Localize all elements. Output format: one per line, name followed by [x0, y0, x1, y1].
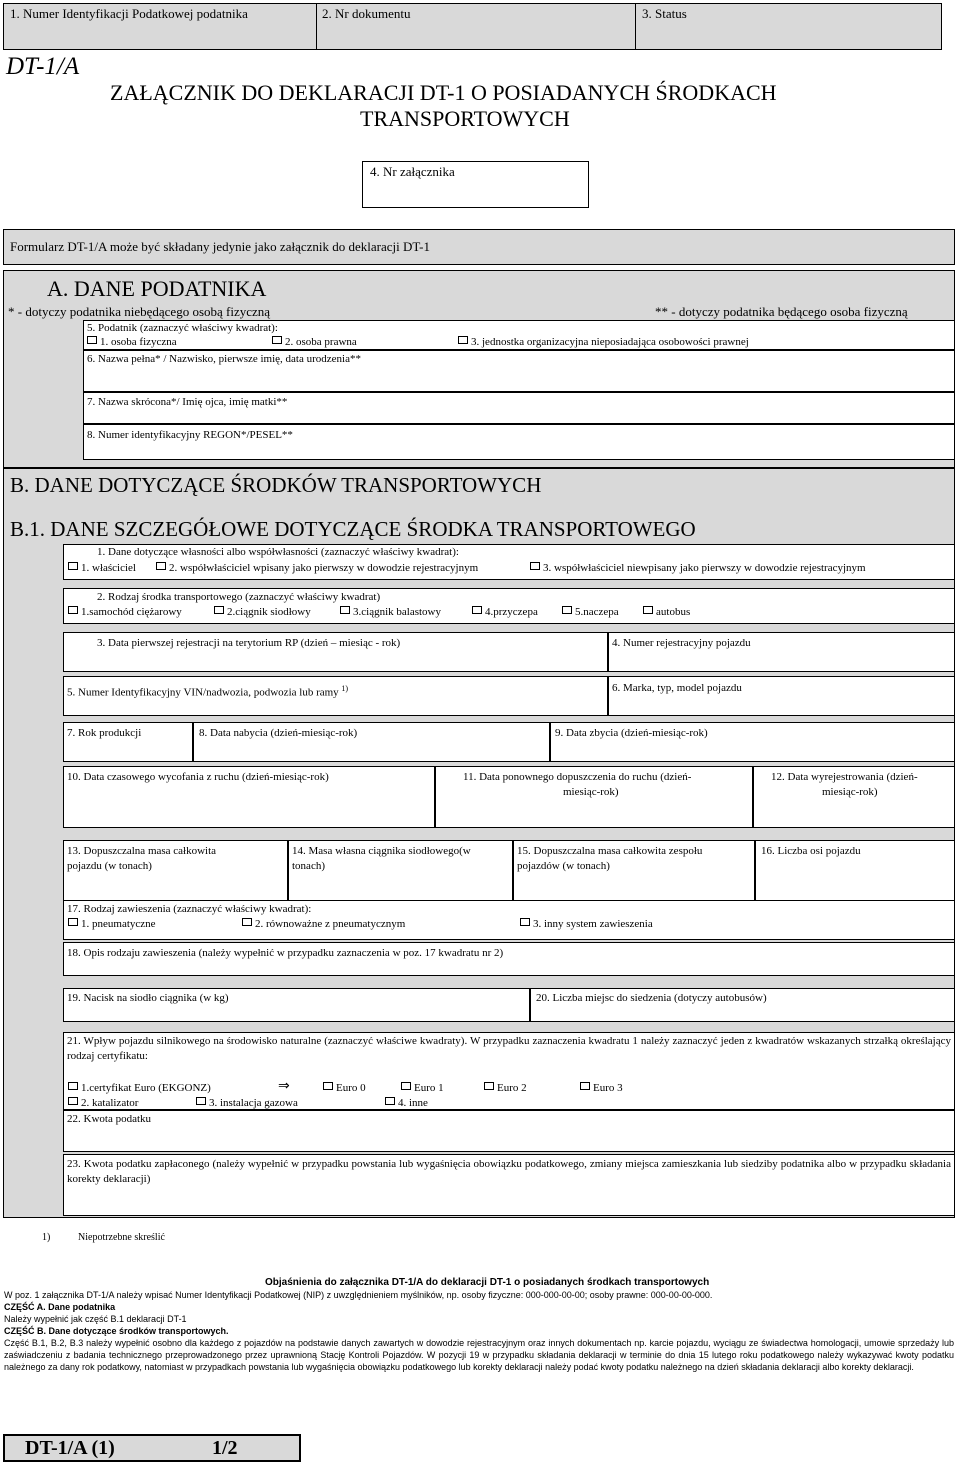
footer-form-id: DT-1/A (1) [25, 1437, 115, 1459]
checkbox-icon[interactable] [196, 1097, 206, 1105]
section-b1-title: B.1. DANE SZCZEGÓŁOWE DOTYCZĄCE ŚRODKA TRANSPORTOWEGO [10, 517, 696, 541]
divider [635, 3, 636, 50]
vehicle-opt-truck[interactable]: 1.samochód ciężarowy [68, 605, 182, 620]
section-a-note-left: * - dotyczy podatnika niebędącego osobą fizyczną [8, 304, 271, 319]
footnote-text: Niepotrzebne skreślić [78, 1232, 165, 1243]
checkbox-icon[interactable] [68, 1097, 78, 1105]
vehicle-opt-ballast-tractor[interactable]: 3.ciągnik balastowy [340, 605, 441, 620]
checkbox-icon[interactable] [323, 1082, 333, 1090]
ownership-opt-co-owner-other[interactable]: 3. współwłaściciel niewpisany jako pierwszy w dowodzie rejestracyjnym [530, 561, 866, 576]
environment-impact-label: 21. Wpływ pojazdu silnikowego na środowisko naturalne (zaznaczyć właściwe kwadraty). W przypadku zaznaczenia kwadratu 1 należy zaznaczyć jeden z kwadratów wskazanych strzałką określający rodzaj certyfikatu: [67, 1035, 951, 1062]
vehicle-opt-semitrailer[interactable]: 5.naczepa [562, 605, 619, 620]
taxpayer-opt-natural[interactable]: 1. osoba fizyczna [87, 335, 177, 350]
checkbox-icon[interactable] [242, 918, 252, 926]
checkbox-icon[interactable] [472, 606, 482, 614]
section-a-note-right: ** - dotyczy podatnika będącego osoba fizyczną [655, 304, 908, 319]
full-name-label: 6. Nazwa pełna* / Nazwisko, pierwsze imię, data urodzenia** [87, 353, 361, 365]
checkbox-icon[interactable] [458, 336, 468, 344]
production-year-label: 7. Rok produkcji [67, 727, 142, 739]
deregistration-date-label-a: 12. Data wyrejestrowania (dzień- [771, 771, 918, 783]
status-field-label: 3. Status [642, 6, 687, 21]
checkbox-icon[interactable] [484, 1082, 494, 1090]
doc-number-field-label: 2. Nr dokumentu [322, 6, 411, 21]
deregistration-date-label-b: miesiąc-rok) [822, 786, 878, 798]
kingpin-load-label: 19. Nacisk na siodło ciągnika (w kg) [67, 992, 229, 1004]
explanations-part-a-heading: CZĘŚĆ A. Dane podatnika [4, 1302, 116, 1312]
suspension-description-label: 18. Opis rodzaju zawieszenia (należy wypełnić w przypadku zaznaczenia w poz. 17 kwadratu nr 2) [67, 947, 504, 959]
ownership-opt-owner[interactable]: 1. właściciel [68, 561, 136, 576]
ownership-label: 1. Dane dotyczące własności albo współwłasności (zaznaczyć właściwy kwadrat): [97, 546, 459, 558]
combination-gvw-label-a: 15. Dopuszczalna masa całkowita zespołu [517, 845, 703, 857]
checkbox-icon[interactable] [385, 1097, 395, 1105]
env-opt-euro-cert[interactable]: 1.certyfikat Euro (EKGONZ) [68, 1081, 211, 1096]
form-note: Formularz DT-1/A może być składany jedynie jako załącznik do deklaracji DT-1 [10, 239, 430, 254]
regon-pesel-label: 8. Numer identyfikacyjny REGON*/PESEL** [87, 429, 293, 441]
readmission-date-label-b: miesiąc-rok) [563, 786, 619, 798]
checkbox-icon[interactable] [68, 562, 78, 570]
section-a-title: A. DANE PODATNIKA [47, 276, 267, 301]
checkbox-icon[interactable] [562, 606, 572, 614]
attachment-number-label: 4. Nr załącznika [370, 164, 455, 179]
footnote-number: 1) [42, 1232, 51, 1243]
checkbox-icon[interactable] [530, 562, 540, 570]
explanations-part-b-heading: CZĘŚĆ B. Dane dotyczące środków transportowych. [4, 1326, 229, 1336]
short-name-label: 7. Nazwa skrócona*/ Imię ojca, imię matki** [87, 396, 288, 408]
checkbox-icon[interactable] [580, 1082, 590, 1090]
readmission-date-label-a: 11. Data ponownego dopuszczenia do ruchu (dzień- [463, 771, 692, 783]
suspension-type-label: 17. Rodzaj zawieszenia (zaznaczyć właściwy kwadrat): [67, 903, 312, 915]
form-title-line1: ZAŁĄCZNIK DO DEKLARACJI DT-1 O POSIADANYCH ŚRODKACH [110, 80, 777, 105]
checkbox-icon[interactable] [68, 606, 78, 614]
env-opt-catalyst[interactable]: 2. katalizator [68, 1096, 138, 1111]
taxpayer-opt-org-unit[interactable]: 3. jednostka organizacyjna nieposiadająca osobowości prawnej [458, 335, 749, 350]
checkbox-icon[interactable] [401, 1082, 411, 1090]
form-title-line2: TRANSPORTOWYCH [360, 106, 570, 131]
tax-paid-label: 23. Kwota podatku zapłaconego (należy wypełnić w przypadku powstania lub wygaśnięcia obowiązku podatkowego, zmiany miejsca zamieszkania lub siedziby podatnika albo w przypadku składania korekty deklaracji) [67, 1158, 951, 1185]
env-opt-euro2[interactable]: Euro 2 [484, 1081, 527, 1096]
gvw-label-a: 13. Dopuszczalna masa całkowita [67, 845, 217, 857]
explanations-p3: Część B.1, B.2, B.3 należy wypełnić osobno dla każdego z pojazdów na podstawie danych zawartych w dowodzie rejestracyjnym oraz innych dokumentach np. karcie pojazdu, wyciągu ze świadectwa homologacji, umowie sprzedaży lub zaświadczeniu z badania technicznego przeprowadzonego przez uprawnioną Stację Kontroli Pojazdów. W pozycji 19 w przypadku składania deklaracji w terminie do dnia 15 lutego roku podatkowego należy wykazywać kwoty podatku należnego za dany rok podatkowy, natomiast w przypadkach powstania lub wygaśnięcia obowiązku podatkowego lub korekty deklaracji należy podać kwoty podatku należnego na dzień składania deklaracji albo korekty deklaracji. [4, 1338, 954, 1372]
suspension-opt-equivalent[interactable]: 2. równoważne z pneumatycznym [242, 917, 405, 932]
vehicle-opt-bus[interactable]: autobus [643, 605, 690, 620]
checkbox-icon[interactable] [87, 336, 97, 344]
seat-count-label: 20. Liczba miejsc do siedzenia (dotyczy autobusów) [536, 992, 767, 1004]
checkbox-icon[interactable] [68, 918, 78, 926]
axle-count-label: 16. Liczba osi pojazdu [761, 845, 861, 857]
env-opt-other[interactable]: 4. inne [385, 1096, 428, 1111]
vehicle-type-label: 2. Rodzaj środka transportowego (zaznaczyć właściwy kwadrat) [97, 591, 381, 603]
explanations-p2: Należy wypełnić jak część B.1 deklaracji DT-1 [4, 1314, 187, 1324]
vin-label: 5. Numer Identyfikacyjny VIN/nadwozia, podwozia lub ramy $^{1)}$ [67, 684, 349, 699]
taxpayer-type-label: 5. Podatnik (zaznaczyć właściwy kwadrat): [87, 322, 278, 334]
section-b-title: B. DANE DOTYCZĄCE ŚRODKÓW TRANSPORTOWYCH [10, 473, 542, 497]
env-opt-euro3[interactable]: Euro 3 [580, 1081, 623, 1096]
tractor-curb-weight-label-a: 14. Masa własna ciągnika siodłowego(w [292, 845, 471, 857]
checkbox-icon[interactable] [643, 606, 653, 614]
suspension-opt-pneumatic[interactable]: 1. pneumatyczne [68, 917, 156, 932]
checkbox-icon[interactable] [68, 1082, 78, 1090]
tax-amount-field[interactable] [63, 1110, 955, 1152]
acquisition-date-label: 8. Data nabycia (dzień-miesiąc-rok) [199, 727, 358, 739]
ownership-opt-co-owner-first[interactable]: 2. współwłaściciel wpisany jako pierwszy w dowodzie rejestracyjnym [156, 561, 478, 576]
divider [316, 3, 317, 50]
form-id: DT-1/A [6, 53, 80, 80]
vehicle-opt-tractor[interactable]: 2.ciągnik siodłowy [214, 605, 311, 620]
nip-field-label: 1. Numer Identyfikacji Podatkowej podatnika [10, 6, 248, 21]
suspension-opt-other[interactable]: 3. inny system zawieszenia [520, 917, 653, 932]
tax-amount-label: 22. Kwota podatku [67, 1113, 152, 1125]
env-opt-euro1[interactable]: Euro 1 [401, 1081, 444, 1096]
checkbox-icon[interactable] [340, 606, 350, 614]
env-opt-gas[interactable]: 3. instalacja gazowa [196, 1096, 298, 1111]
checkbox-icon[interactable] [214, 606, 224, 614]
env-opt-euro0[interactable]: Euro 0 [323, 1081, 366, 1096]
checkbox-icon[interactable] [272, 336, 282, 344]
tractor-curb-weight-label-b: tonach) [292, 860, 325, 872]
temp-withdrawal-date-label: 10. Data czasowego wycofania z ruchu (dzień-miesiąc-rok) [67, 771, 329, 783]
sale-date-label: 9. Data zbycia (dzień-miesiąc-rok) [555, 727, 708, 739]
explanations-title: Objaśnienia do załącznika DT-1/A do deklaracji DT-1 o posiadanych środkach transportowych [265, 1277, 710, 1288]
vehicle-opt-trailer[interactable]: 4.przyczepa [472, 605, 538, 620]
explanations-p1: W poz. 1 załącznika DT-1/A należy wpisać Numer Identyfikacji Podatkowej (NIP) z uwzględnieniem myślników, np. osoby fizyczne: 000-000-00-00; osoby prawne: 000-00-00-000. [4, 1290, 713, 1300]
registration-number-label: 4. Numer rejestracyjny pojazdu [612, 637, 751, 649]
taxpayer-opt-legal[interactable]: 2. osoba prawna [272, 335, 357, 350]
gvw-label-b: pojazdu (w tonach) [67, 860, 152, 872]
checkbox-icon[interactable] [520, 918, 530, 926]
checkbox-icon[interactable] [156, 562, 166, 570]
first-registration-date-label: 3. Data pierwszej rejestracji na terytorium RP (dzień – miesiąc - rok) [97, 637, 401, 649]
combination-gvw-label-b: pojazdów (w tonach) [517, 860, 610, 872]
vin-footnote-ref: 1) [341, 684, 349, 693]
make-model-label: 6. Marka, typ, model pojazdu [612, 682, 742, 694]
footer-page-number: 1/2 [212, 1437, 238, 1459]
arrow-right-icon: ⇒ [278, 1078, 290, 1094]
